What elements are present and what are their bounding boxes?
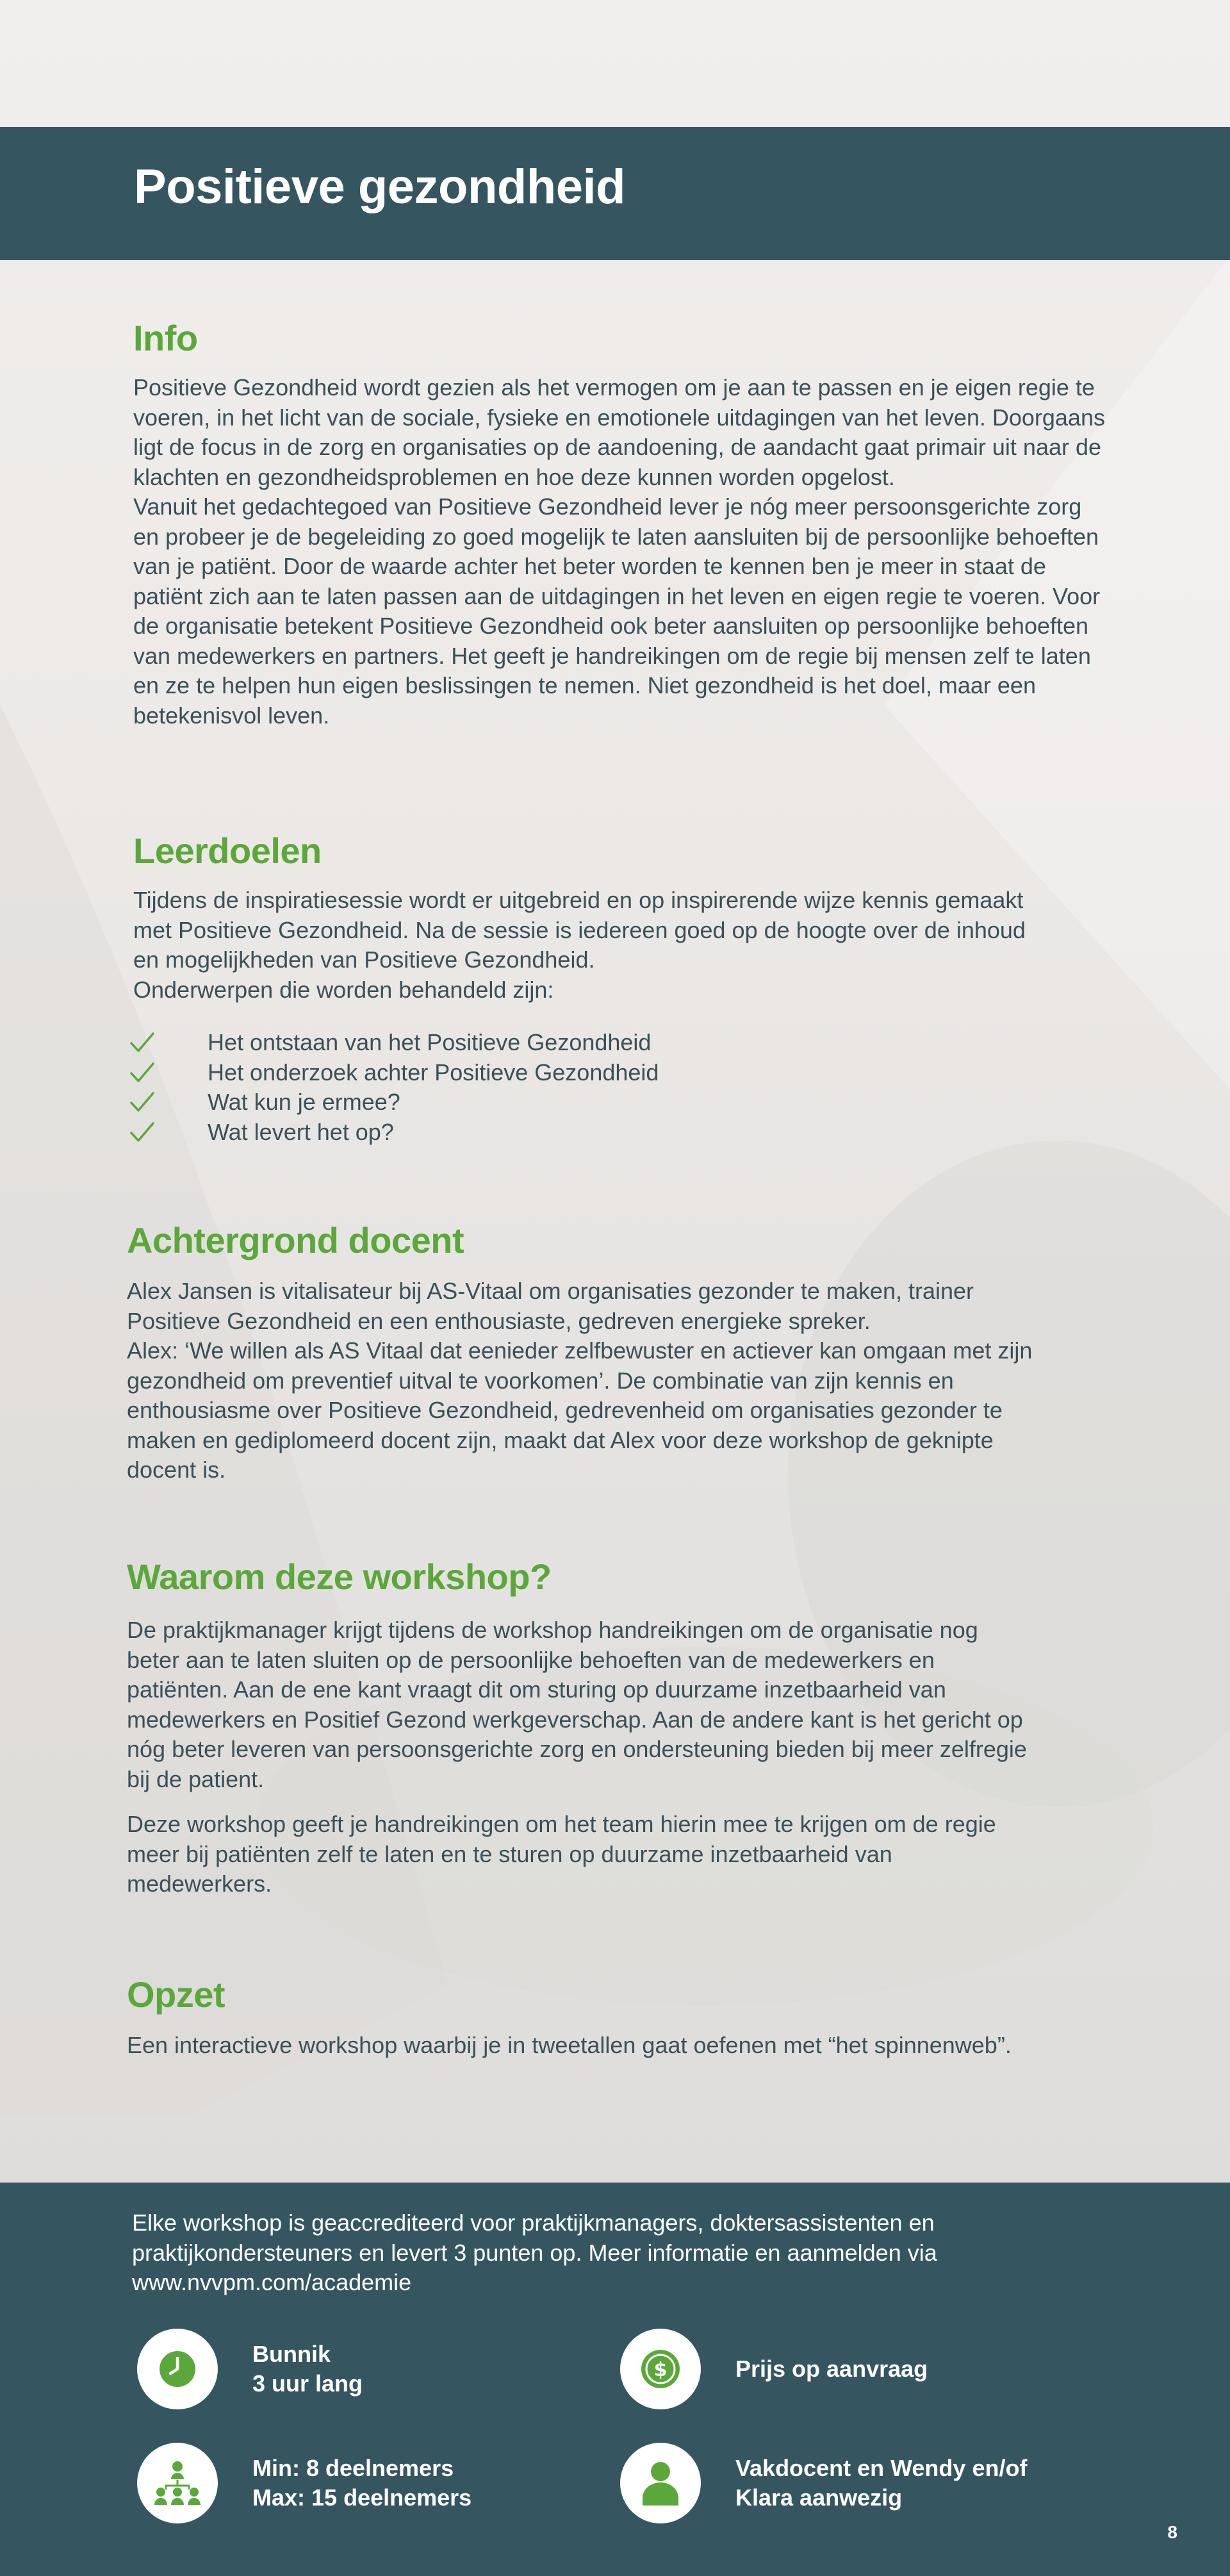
list-item [133, 1028, 1030, 1058]
achtergrond-section [127, 1219, 1062, 1485]
footer [0, 2183, 1230, 2576]
price-item [620, 2329, 928, 2409]
checkmark-icon [129, 1062, 155, 1085]
list-item [133, 1087, 1030, 1118]
topics-list [133, 1028, 1030, 1147]
checkmark-icon [129, 1091, 155, 1114]
location-duration-item [137, 2329, 363, 2409]
title-bar [0, 127, 1230, 260]
waarom-section [127, 1556, 1037, 1899]
opzet-section [127, 1974, 1126, 2061]
max-participants-label: Max: 15 deelnemers [252, 2484, 472, 2511]
achtergrond-paragraph-1: Alex Jansen is vitalisateur bij AS-Vitaal om organisaties gezonder te maken, trainer Positieve Gezondheid en een enthousiaste, gedreven energieke spreker. [127, 1278, 974, 1334]
waarom-paragraph-1: De praktijkmanager krijgt tijdens de workshop handreikingen om de organisatie nog beter aan te laten sluiten op de persoonlijke behoeften van de medewerkers en patiënten. Aan de ene kant vraagt dit om sturing op duurzame inzetbaarheid van medewerkers en Positief Gezond werkgeverschap. Aan de andere kant is het gericht op nóg beter leveren van persoonsgerichte zorg en ondersteuning bieden bij meer zelfregie bij de patient. [127, 1617, 1027, 1792]
list-item [133, 1118, 1030, 1148]
svg-text:$: $ [653, 2359, 668, 2381]
info-heading: Info [133, 318, 198, 358]
achtergrond-paragraph-2: Alex: ‘We willen als AS Vitaal dat eenieder zelfbewuster en actiever kan omgaan met zijn gezondheid om preventief uitval te voorkomen’. De combinatie van zijn kennis en enthousiasme over Positieve Gezondheid, gedrevenheid om organisaties gezonder te maken en gediplomeerd docent zijn, maakt dat Alex voor deze workshop de geknipte docent is. [127, 1337, 1033, 1483]
info-paragraph-1: Positieve Gezondheid wordt gezien als het vermogen om je aan te passen en je eigen regie te voeren, in het licht van de sociale, fysieke en emotionele uitdagingen van het leven. Doorgaans ligt de focus in de zorg en organisaties op de aandoening, de aandacht gaat primair uit naar de klachten en gezondheidsproblemen en hoe deze kunnen worden opgelost. [133, 374, 1105, 490]
leerdoelen-heading: Leerdoelen [133, 830, 322, 871]
leerdoelen-paragraph: Tijdens de inspiratiesessie wordt er uitgebreid en op inspirerende wijze kennis gemaakt met Positieve Gezondheid. Na de sessie is iedereen goed op de hoogte over de inhoud en mogelijkheden van Positieve Gezondheid. [133, 887, 1026, 973]
checkmark-icon [129, 1032, 155, 1055]
teacher-item [620, 2443, 1027, 2523]
min-participants-label: Min: 8 deelnemers [252, 2455, 454, 2481]
topic-label: Wat levert het op? [208, 1118, 394, 1145]
person-icon [620, 2443, 701, 2523]
achtergrond-heading: Achtergrond docent [127, 1220, 464, 1260]
teacher-label-line-2: Klara aanwezig [735, 2484, 903, 2511]
opzet-heading: Opzet [127, 1974, 226, 2015]
info-section [133, 317, 1107, 731]
topic-label: Het onderzoek achter Positieve Gezondheid [208, 1059, 659, 1086]
topic-label: Het ontstaan van het Positieve Gezondheid [208, 1029, 652, 1055]
teacher-label-line-1: Vakdocent en Wendy en/of [735, 2455, 1028, 2481]
page-title: Positieve gezondheid [134, 160, 626, 214]
page-number: 8 [1167, 2522, 1177, 2542]
list-item [133, 1058, 1030, 1088]
duration-label: 3 uur lang [252, 2370, 363, 2397]
location-label: Bunnik [252, 2341, 331, 2367]
opzet-paragraph: Een interactieve workshop waarbij je in tweetallen gaat oefenen met “het spinnenweb”. [127, 2032, 1012, 2058]
info-paragraph-2: Vanuit het gedachtegoed van Positieve Gezondheid lever je nóg meer persoonsgerichte zorg en probeer je de begeleiding zo goed mogelijk te laten aansluiten bij de persoonlijke behoeften van je patiënt. Door de waarde achter het beter worden te kennen ben je meer in staat de patiënt zich aan te laten passen aan de uitdagingen in het leven en eigen regie te voeren. Voor de organisatie betekent Positieve Gezondheid ook beter aansluiten op persoonlijke behoeften van medewerkers en partners. Het geeft je handreikingen om de regie bij mensen zelf te laten en ze te helpen hun eigen beslissingen te nemen. Niet gezondheid is het doel, maar een betekenisvol leven. [133, 493, 1101, 729]
participants-item [137, 2443, 472, 2523]
leerdoelen-topics-intro: Onderwerpen die worden behandeld zijn: [133, 976, 554, 1003]
people-icon [137, 2443, 218, 2523]
clock-icon [137, 2329, 218, 2409]
dollar-icon [620, 2329, 701, 2409]
price-label: Prijs op aanvraag [735, 2356, 928, 2382]
waarom-paragraph-2: Deze workshop geeft je handreikingen om het team hierin mee te krijgen om de regie meer bij patiënten zelf te laten en te sturen op duurzame inzetbaarheid van medewerkers. [127, 1811, 996, 1897]
waarom-heading: Waarom deze workshop? [127, 1556, 552, 1597]
leerdoelen-section [133, 830, 1030, 1147]
topic-label: Wat kun je ermee? [208, 1089, 400, 1115]
footer-text: Elke workshop is geaccrediteerd voor praktijkmanagers, doktersassistenten en praktijkondersteuners en levert 3 punten op. Meer informatie en aanmelden via www.nvvpm.com/academie [132, 2209, 937, 2295]
checkmark-icon [129, 1121, 155, 1144]
